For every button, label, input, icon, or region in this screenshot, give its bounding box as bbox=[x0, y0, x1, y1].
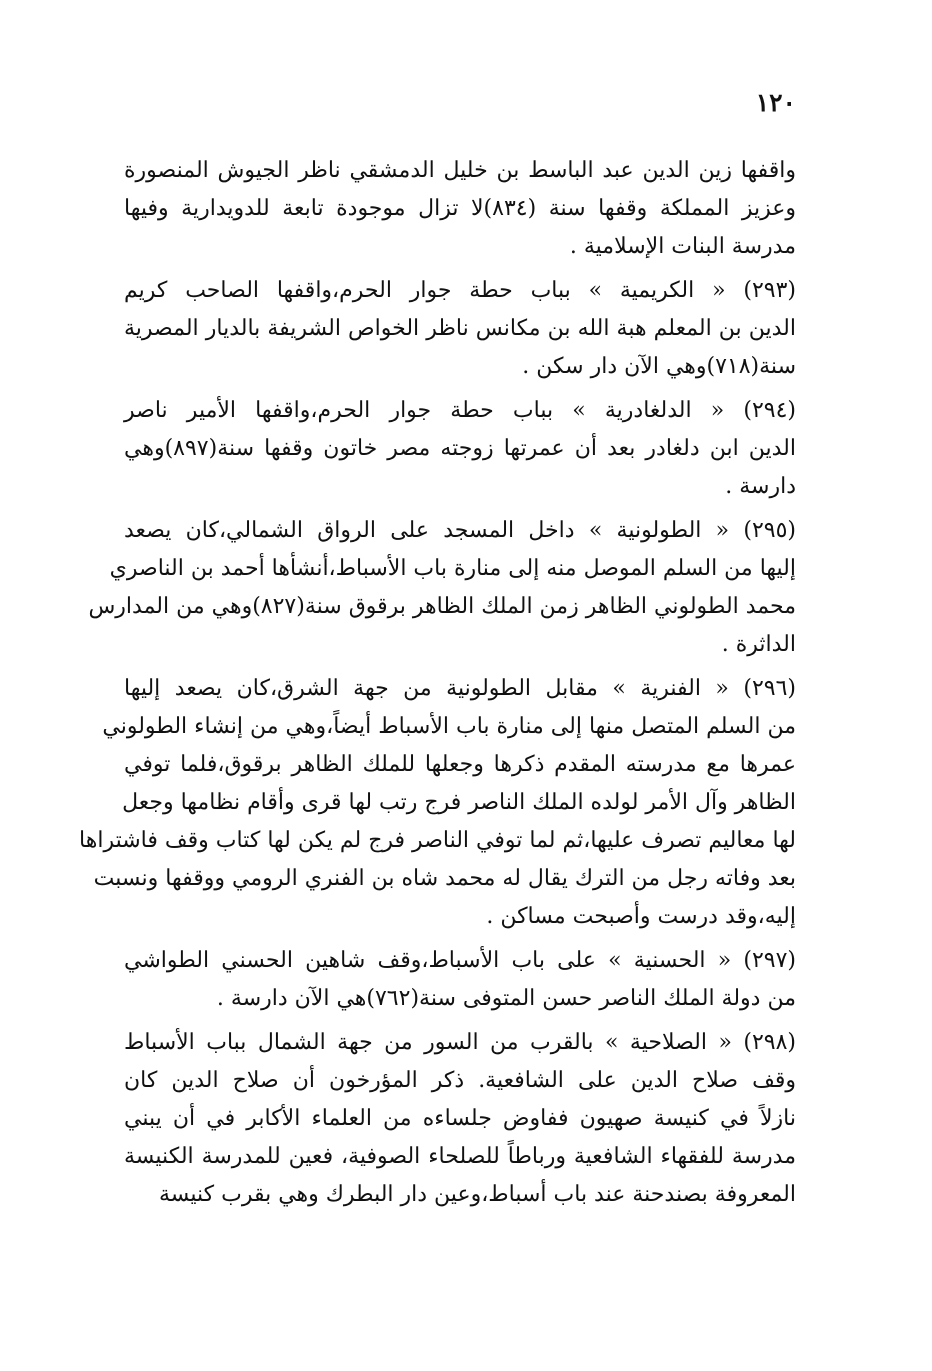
text-line: مدرسة البنات الإسلامية . bbox=[569, 234, 796, 259]
text-line: عمرها مع مدرسته المقدم ذكرها وجعلها للملك الظاهر برقوق،فلما توفي bbox=[124, 752, 797, 777]
text-line: إليه،وقد درست وأصبحت مساكن . bbox=[486, 904, 796, 929]
text-line: نازلاً في كنيسة صهيون ففاوض جلساءه من العلماء الأكابر في أن يبني bbox=[124, 1106, 796, 1131]
text-line: وعزيز المملكة وقفها سنة (٨٣٤)لا تزال موجودة تابعة للدويدارية وفيها bbox=[124, 196, 797, 221]
text-line: (٢٩٣) « الكريمية » بباب حطة جوار الحرم،واقفها الصاحب كريم bbox=[124, 278, 796, 303]
paragraph bbox=[88, 512, 796, 664]
paragraph bbox=[124, 942, 796, 1018]
page-body-text bbox=[79, 152, 797, 1220]
text-line: وقف صلاح الدين على الشافعية. ذكر المؤرخون أن صلاح الدين كان bbox=[124, 1068, 796, 1093]
text-line: بعد وفاته رجل من الترك يقال له محمد شاه بن الفنري الرومي ووقفها ونسبت bbox=[93, 866, 796, 891]
text-line: (٢٩٨) « الصلاحية » بالقرب من السور من جهة الشمال بباب الأسباط bbox=[124, 1030, 796, 1055]
text-line: محمد الطولوني الظاهر زمن الملك الظاهر برقوق سنة(٨٢٧)وهي من المدارس bbox=[88, 594, 796, 619]
text-line: (٢٩٦) « الفنرية » مقابل الطولونية من جهة الشرق،كان يصعد إليها bbox=[124, 676, 796, 701]
text-line: سنة(٧١٨)وهي الآن دار سكن . bbox=[522, 354, 796, 379]
text-line: واقفها زين الدين عبد الباسط بن خليل الدمشقي ناظر الجيوش المنصورة bbox=[124, 158, 796, 183]
text-line: المعروفة بصندحنة عند باب أسباط،وعين دار البطرك وهي بقرب كنيسة bbox=[158, 1182, 796, 1207]
paragraph bbox=[79, 670, 797, 936]
text-line: مدرسة للفقهاء الشافعية ورباطاً للصلحاء الصوفية، فعين للمدرسة الكنيسة bbox=[124, 1144, 796, 1169]
text-line: لها معاليم تصرف عليها،ثم لما توفي الناصر فرج لم يكن لها كتاب وقف فاشتراها bbox=[79, 828, 796, 853]
paragraph bbox=[124, 272, 796, 386]
text-line: الدين بن المعلم هبة الله بن مكانس ناظر الخواص الشريفة بالديار المصرية bbox=[124, 316, 796, 341]
text-line: الداثرة . bbox=[721, 632, 796, 657]
text-line: إليها من السلم الموصل منه إلى منارة باب الأسباط،أنشأها أحمد بن الناصري bbox=[109, 556, 796, 581]
text-line: من السلم المتصل منها إلى منارة باب الأسباط أيضاً،وهي من إنشاء الطولوني bbox=[102, 714, 796, 739]
text-line: من دولة الملك الناصر حسن المتوفى سنة(٧٦٢)هي الآن دارسة . bbox=[216, 986, 796, 1011]
text-line: (٢٩٥) « الطولونية » داخل المسجد على الرواق الشمالي،كان يصعد bbox=[124, 518, 796, 543]
page-number: ١٢٠ bbox=[755, 88, 796, 117]
paragraph bbox=[124, 392, 796, 506]
text-line: (٢٩٧) « الحسنية » على باب الأسباط،وقف شاهين الحسني الطواشي bbox=[124, 948, 796, 973]
paragraph bbox=[124, 1024, 796, 1214]
text-line: (٢٩٤) « الدلغادرية » بباب حطة جوار الحرم،واقفها الأمير ناصر bbox=[124, 398, 796, 423]
text-line: الظاهر وآل الأمر لولده الملك الناصر فرج رتب لها قرى وأقام نظامها وجعل bbox=[122, 790, 796, 815]
paragraph bbox=[124, 152, 796, 266]
text-line: دارسة . bbox=[725, 474, 796, 499]
text-line: الدين ابن دلغادر بعد أن عمرتها زوجته مصر خاتون وقفها سنة(٨٩٧)وهي bbox=[124, 436, 796, 461]
